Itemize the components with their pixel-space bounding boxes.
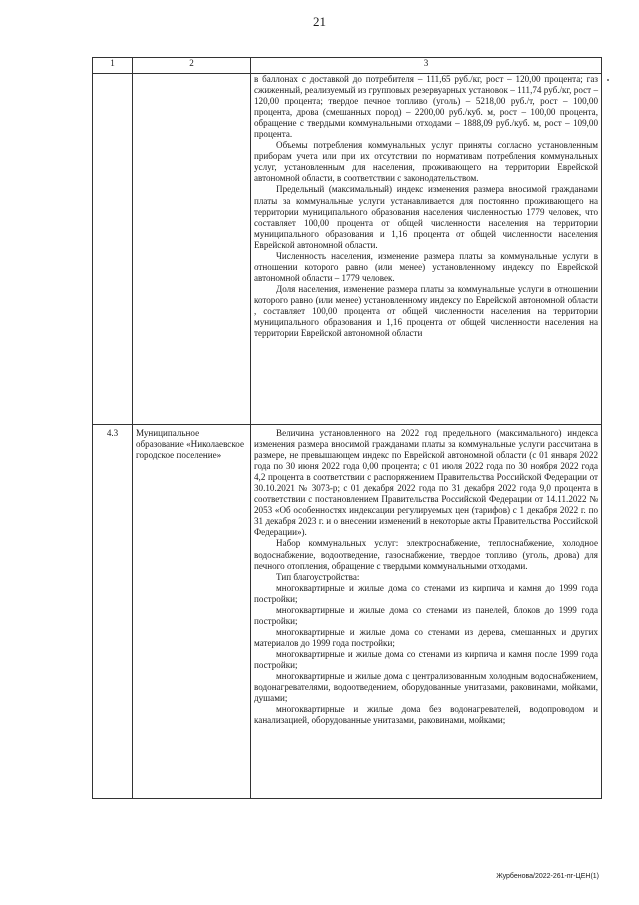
document-code: Журбенова/2022-261-пг-ЦЕН(1) (496, 873, 599, 880)
paragraph-population-share: Доля населения, изменение размера платы за коммунальные услуги в отношении которого равно (или менее) установленному индексу по Еврейской автономной области , составляет 100,00 процента от общей численности населения на территории муниципального образования и 1,16 процента от общей численности населения на территории Еврейской автономной области (254, 283, 598, 339)
table-header-row (93, 58, 602, 74)
list-item: многоквартирные и жилые дома с централизованным холодным водоснабжением, водонагревателями, водоотведением, оборудованные унитазами, раковинами, мойками, душами; (254, 671, 598, 704)
page-number: 21 (313, 14, 326, 29)
list-item: многоквартирные и жилые дома со стенами из панелей, блоков до 1999 года постройки; (254, 604, 598, 626)
paragraph-index-value: Величина установленного на 2022 год предельного (максимального) индекса изменения размера вносимой гражданами платы за коммунальные услуги рассчитана в размере, не превышающем индекс по Еврейской автономной области (с 01 января 2022 года по 30 июня 2022 года 0,00 процента; с 01 июля 2022 года по 30 ноября 2022 года 4,2 процента в соответствии с распоряжением Правительства Российской Федерации от 30.10.2021 № 3073-р; с 01 декабря 2022 года по 31 декабря 2022 года 9,0 процента в соответствии с постановлением Правительства Российской Федерации от 14.11.2022 № 2053 «Об особенностях индексации регулируемых цен (тарифов) с 1 декабря 2022 г. по 31 декабря 2023 г. и о внесении изменений в некоторые акты Правительства Российской Федерации»). (254, 428, 598, 538)
tariff-table (92, 57, 602, 799)
header-col-2: 2 (133, 58, 251, 74)
paragraph-population: Численность населения, изменение размера платы за коммунальные услуги в отношении которого равно (или менее) установленному индексу по Еврейской автономной области – 1779 человек. (254, 250, 598, 283)
paragraph-consumption: Объемы потребления коммунальных услуг приняты согласно установленным приборам учета или при их отсутствии по нормативам потребления коммунальных услуг, установленным для населения, проживающего на территории Еврейской автономной области, в соответствии с законодательством. (254, 140, 598, 184)
list-item: многоквартирные и жилые дома со стенами из кирпича и камня до 1999 года постройки; (254, 582, 598, 604)
municipality-name: Муниципальное образование «Николаевское городское поселение» (133, 425, 251, 799)
row-number-cell (93, 74, 133, 425)
list-item: многоквартирные и жилые дома со стенами из дерева, смешанных и других материалов до 1999 года постройки; (254, 626, 598, 648)
description-cell (251, 74, 602, 425)
header-col-1: 1 (93, 58, 133, 74)
municipality-cell (133, 74, 251, 425)
paragraph-index: Предельный (максимальный) индекс изменения размера вносимой гражданами платы за коммунальные услуги устанавливается для постоянно проживающего на территории муниципального образования населения численностью 1779 человек, что составляет 100,00 процента от общей численности населения на территории муниципального образования и 1,16 процента от общей численности населения Еврейской автономной области. (254, 184, 598, 250)
row-number: 4.3 (93, 425, 133, 799)
paragraph-services-set: Набор коммунальных услуг: электроснабжение, теплоснабжение, холодное водоснабжение, водоотведение, газоснабжение, твердое топливо (уголь, дрова) для печного отопления, обращение с твердыми коммунальными отходами. (254, 538, 598, 571)
list-item: многоквартирные и жилые дома без водонагревателей, водопроводом и канализацией, оборудованные унитазами, раковинами, мойками; (254, 704, 598, 726)
header-col-3: 3 (251, 58, 602, 74)
paragraph-prices: в баллонах с доставкой до потребителя – 111,65 руб./кг, рост – 120,00 процента; газ сжиженный, реализуемый из групповых резервуарных установок – 111,74 руб./кг, рост – 120,00 процента; твердое печное топливо (уголь) – 5218,00 руб./т, рост – 100,00 процента, дрова (смешанных пород) – 2200,00 руб./куб. м, рост – 100,00 процента, обращение с твердыми коммунальными отходами – 1888,09 руб./куб. м, рост – 109,00 процента. (254, 74, 598, 140)
table-row-continuation (93, 74, 602, 425)
table-row-4-3 (93, 425, 602, 799)
scan-speck (607, 79, 609, 81)
paragraph-improvement-type: Тип благоустройства: (276, 571, 360, 582)
description-cell (251, 425, 602, 799)
list-item: многоквартирные и жилые дома со стенами из кирпича и камня после 1999 года постройки; (254, 648, 598, 670)
